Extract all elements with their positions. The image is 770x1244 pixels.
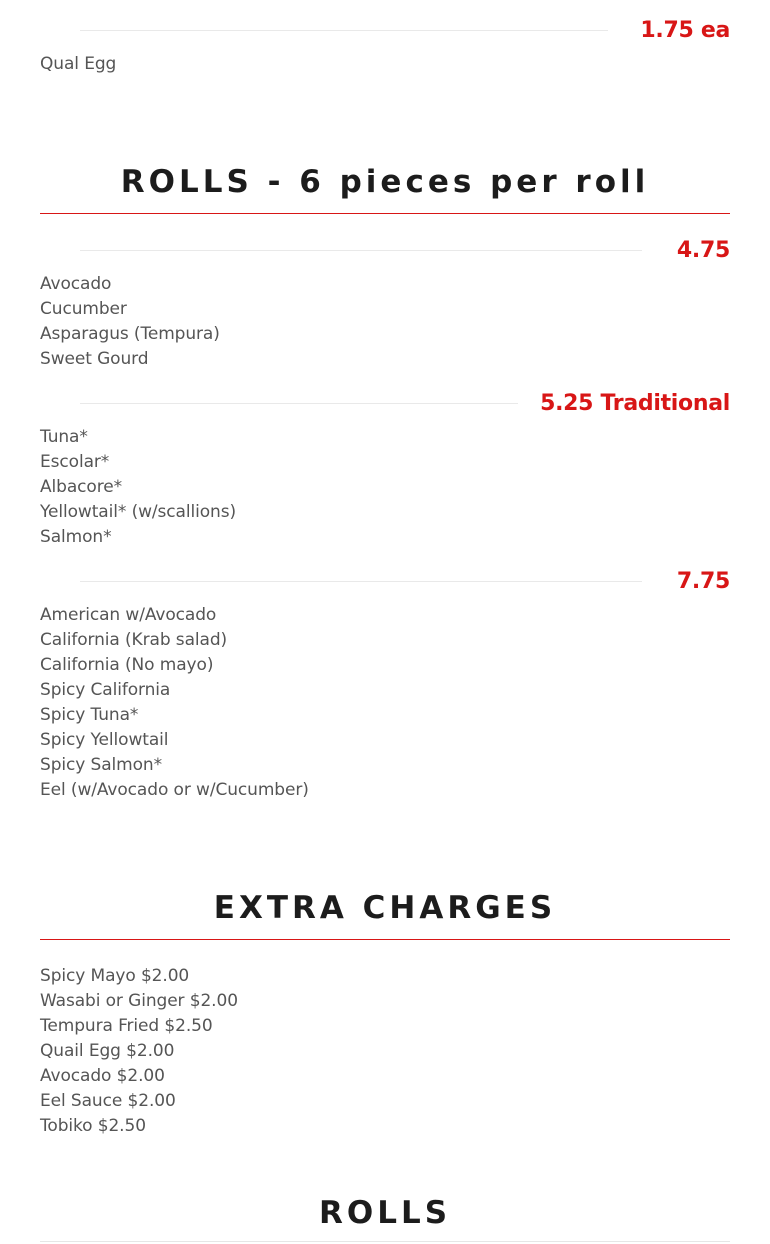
list-item: Eel Sauce $2.00 xyxy=(40,1091,176,1111)
list-item: Tobiko $2.50 xyxy=(40,1116,146,1136)
price-leader-line xyxy=(80,403,518,404)
list-item: Asparagus (Tempura) xyxy=(40,324,220,344)
list-item: Wasabi or Ginger $2.00 xyxy=(40,991,238,1011)
item-list-extra-charges xyxy=(40,964,238,1139)
list-item: Spicy Yellowtail xyxy=(40,730,169,750)
list-item: Cucumber xyxy=(40,299,127,319)
price-row-group-2 xyxy=(40,389,730,419)
price-row-group-3 xyxy=(40,567,730,597)
list-item: Sweet Gourd xyxy=(40,349,149,369)
list-item: California (No mayo) xyxy=(40,655,214,675)
section-title-rolls-2: ROLLS xyxy=(318,1195,452,1231)
list-item: Quail Egg $2.00 xyxy=(40,1041,175,1061)
section-divider xyxy=(40,1241,730,1242)
section-divider xyxy=(40,939,730,940)
price-leader-line xyxy=(80,30,608,31)
price-label: 1.75 ea xyxy=(640,18,730,43)
list-item: Salmon* xyxy=(40,527,112,547)
list-item: Yellowtail* (w/scallions) xyxy=(40,502,236,522)
list-item: Tempura Fried $2.50 xyxy=(40,1016,213,1036)
item-list-group-1 xyxy=(40,272,220,372)
list-item: Tuna* xyxy=(40,427,88,447)
list-item: Eel (w/Avocado or w/Cucumber) xyxy=(40,780,309,800)
list-item: Albacore* xyxy=(40,477,122,497)
item-list-group-3 xyxy=(40,603,309,803)
list-item: Spicy California xyxy=(40,680,171,700)
section-title-extra-charges: EXTRA CHARGES xyxy=(213,890,557,926)
list-item: Qual Egg xyxy=(40,54,117,74)
list-item: Spicy Tuna* xyxy=(40,705,139,725)
list-item: Avocado $2.00 xyxy=(40,1066,165,1086)
list-item: Avocado xyxy=(40,274,112,294)
price-leader-line xyxy=(80,250,642,251)
item-list-quail xyxy=(40,52,116,77)
price-label: 4.75 xyxy=(676,238,730,263)
price-label: 7.75 xyxy=(676,569,730,594)
price-label: 5.25 Traditional xyxy=(540,391,730,416)
list-item: Spicy Salmon* xyxy=(40,755,162,775)
section-divider xyxy=(40,213,730,214)
list-item: California (Krab salad) xyxy=(40,630,228,650)
list-item: American w/Avocado xyxy=(40,605,217,625)
price-row-group-1 xyxy=(40,236,730,266)
price-row-quail xyxy=(40,16,730,46)
item-list-group-2 xyxy=(40,425,236,550)
section-title-rolls: ROLLS - 6 pieces per roll xyxy=(120,164,650,200)
list-item: Spicy Mayo $2.00 xyxy=(40,966,190,986)
price-leader-line xyxy=(80,581,642,582)
list-item: Escolar* xyxy=(40,452,110,472)
